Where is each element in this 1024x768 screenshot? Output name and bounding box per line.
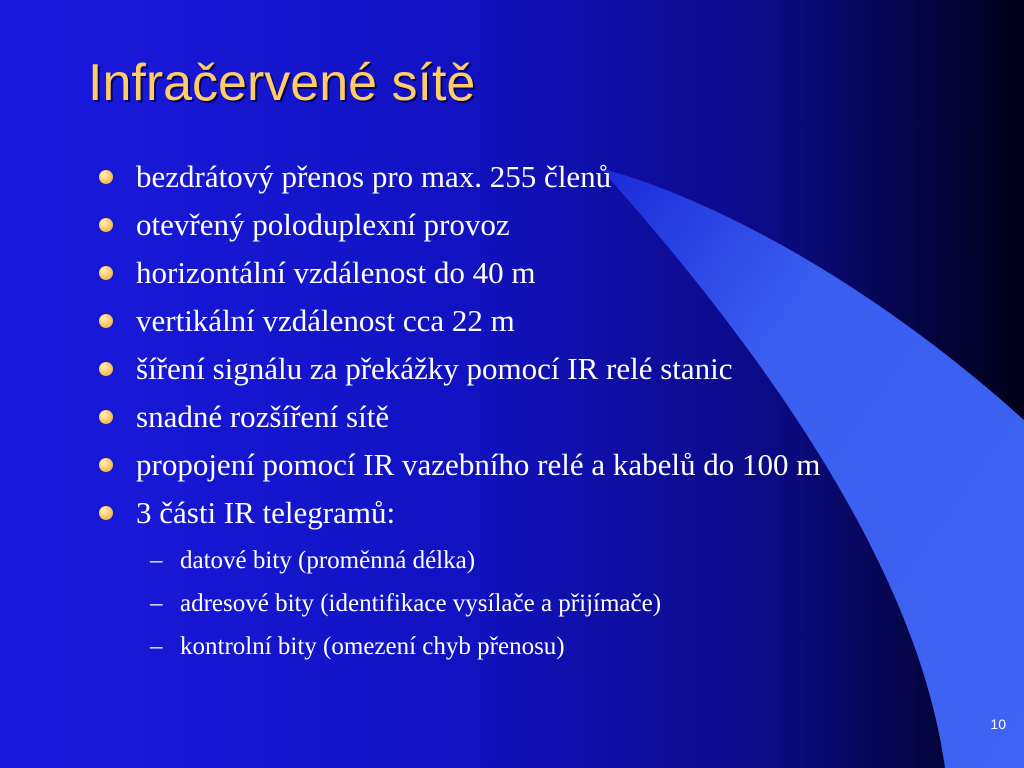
bullet-item	[0, 256, 936, 290]
bullet-icon	[99, 458, 113, 472]
bullet-text: otevřený poloduplexní provoz	[136, 207, 510, 242]
bullet-text: horizontální vzdálenost do 40 m	[136, 255, 536, 290]
bullet-item	[0, 352, 936, 386]
bullet-text: snadné rozšíření sítě	[136, 399, 390, 434]
page-number: 10	[990, 716, 1006, 732]
sub-bullet-text: kontrolní bity (omezení chyb přenosu)	[180, 633, 565, 660]
bullet-text: 3 části IR telegramů:	[136, 495, 396, 530]
bullet-icon	[99, 362, 113, 376]
bullet-icon	[99, 314, 113, 328]
bullet-icon	[99, 410, 113, 424]
sub-bullet-text: datové bity (proměnná délka)	[180, 547, 476, 574]
bullet-item	[0, 400, 936, 434]
bullet-item	[0, 208, 936, 242]
bullet-text: propojení pomocí IR vazebního relé a kabelů do 100 m	[136, 447, 821, 482]
slide-title: Infračervené sítě	[88, 54, 476, 112]
bullet-text: bezdrátový přenos pro max. 255 členů	[136, 159, 612, 194]
bullet-icon	[99, 170, 113, 184]
dash-icon: –	[150, 590, 163, 617]
bullet-icon	[99, 506, 113, 520]
bullet-list	[0, 160, 1024, 675]
bullet-text: šíření signálu za překážky pomocí IR relé stanic	[136, 351, 733, 386]
bullet-item	[0, 496, 936, 530]
sub-bullet-item	[0, 589, 1024, 619]
bullet-icon	[99, 218, 113, 232]
dash-icon: –	[150, 633, 163, 660]
bullet-text: vertikální vzdálenost cca 22 m	[136, 303, 515, 338]
sub-bullet-item	[0, 546, 1024, 576]
dash-icon: –	[150, 547, 163, 574]
bullet-item	[0, 304, 936, 338]
sub-bullet-text: adresové bity (identifikace vysílače a přijímače)	[180, 590, 662, 617]
sub-bullet-item	[0, 632, 1024, 662]
bullet-item	[0, 448, 936, 482]
bullet-icon	[99, 266, 113, 280]
bullet-item	[0, 160, 936, 194]
